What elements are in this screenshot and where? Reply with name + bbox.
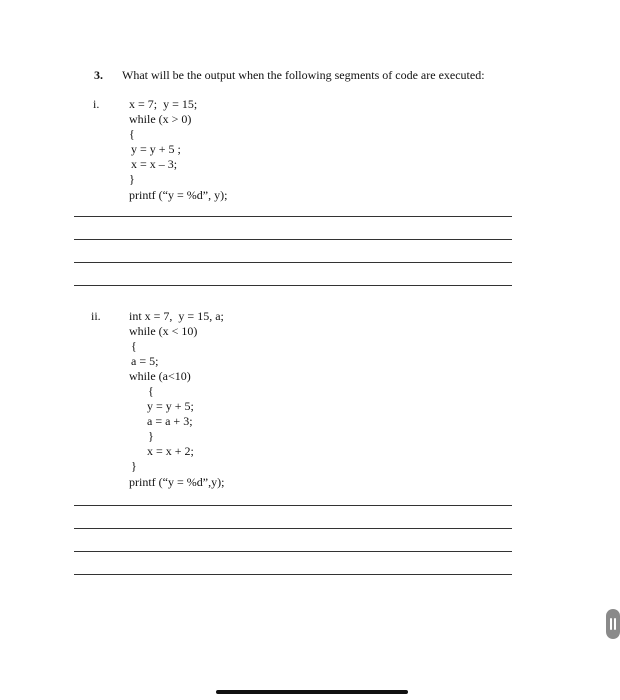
answer-line	[74, 505, 512, 506]
home-indicator[interactable]	[216, 690, 408, 694]
code-line: {	[129, 127, 135, 141]
question-number: 3.	[94, 68, 103, 82]
code-line: {	[148, 384, 154, 398]
code-line: while (x > 0)	[129, 112, 192, 126]
answer-line	[74, 528, 512, 529]
code-line: x = 7; y = 15;	[129, 97, 198, 111]
answer-line	[74, 262, 512, 263]
question-prompt: What will be the output when the following segments of code are executed:	[122, 68, 485, 82]
code-line: int x = 7, y = 15, a;	[129, 309, 224, 323]
answer-line	[74, 239, 512, 240]
code-line: }	[131, 459, 137, 473]
answer-line	[74, 551, 512, 552]
code-line: }	[148, 429, 154, 443]
answer-line	[74, 216, 512, 217]
code-line: x = x – 3;	[131, 157, 178, 171]
code-line: y = y + 5 ;	[131, 142, 181, 156]
code-line: while (x < 10)	[129, 324, 198, 338]
part-i-label: i.	[93, 97, 100, 111]
code-line: a = 5;	[131, 354, 159, 368]
code-line: }	[129, 172, 135, 186]
side-scroll-handle[interactable]	[606, 609, 620, 639]
code-line: {	[131, 339, 137, 353]
code-line: y = y + 5;	[147, 399, 194, 413]
part-ii-label: ii.	[91, 309, 101, 323]
code-line: x = x + 2;	[147, 444, 194, 458]
code-line: while (a<10)	[129, 369, 191, 383]
answer-line	[74, 285, 512, 286]
answer-line	[74, 574, 512, 575]
code-line: a = a + 3;	[147, 414, 193, 428]
code-line: printf (“y = %d”,y);	[129, 475, 225, 489]
code-line: printf (“y = %d”, y);	[129, 188, 228, 202]
